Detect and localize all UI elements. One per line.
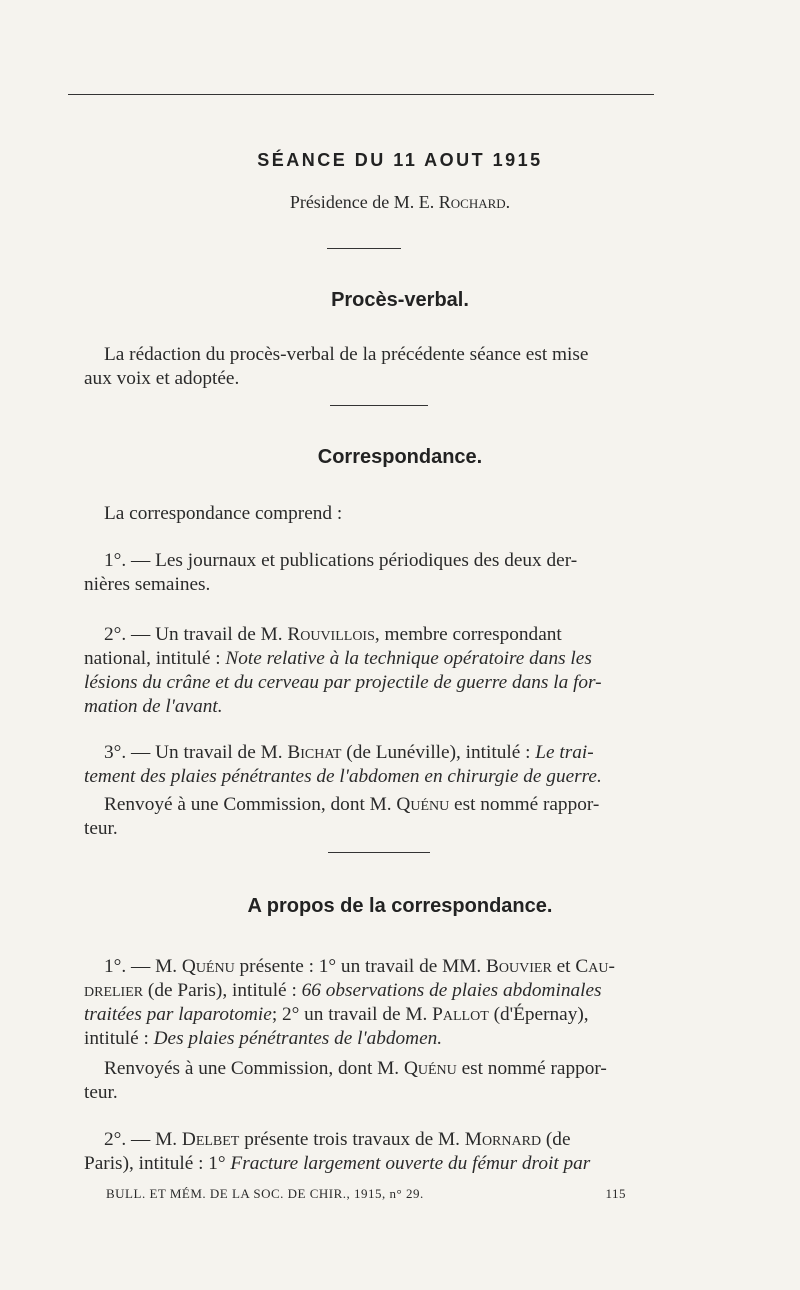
author-name: Rouvillois [287, 624, 375, 645]
author-name: Pallot [432, 1004, 489, 1025]
text-line: nières semaines. [84, 574, 211, 595]
correspondance-item-2 [84, 623, 674, 719]
text-line: aux voix et adoptée. [84, 368, 240, 389]
author-name: Bichat [287, 742, 342, 763]
text-line [84, 1128, 674, 1152]
text: , membre correspondant [374, 624, 562, 645]
text: Renvoyé à une Commission, dont M. [104, 794, 397, 815]
correspondance-intro [84, 502, 674, 526]
separator-rule [327, 248, 401, 249]
presidency-line [0, 192, 800, 213]
text-line [84, 955, 674, 979]
text: et [551, 956, 576, 977]
author-name: Quénu [403, 1058, 457, 1079]
page-footer [106, 1186, 626, 1202]
work-title: traitées par laparotomie [84, 1004, 272, 1025]
correspondance-item-3 [84, 741, 674, 841]
text-line [84, 1152, 674, 1176]
session-title: SÉANCE DU 11 AOUT 1915 [257, 150, 543, 170]
text: 2°. — Un travail de M. [104, 624, 288, 645]
separator-rule [328, 852, 430, 853]
text: (de Lunéville), intitulé : [341, 742, 536, 763]
text-line: teur. [84, 818, 118, 839]
text: Paris), intitulé : 1° [84, 1153, 231, 1174]
text-line [84, 793, 674, 817]
author-name: Mornard [464, 1129, 542, 1150]
work-title: 66 observations de plaies abdominales [301, 980, 602, 1001]
text-line [84, 1057, 674, 1081]
president-name: Rochard. [438, 192, 511, 212]
text: ; 2° un travail de M. [271, 1004, 433, 1025]
text: 3°. — Un travail de M. [104, 742, 288, 763]
author-name: Bouvier [486, 956, 552, 977]
text-line [84, 979, 674, 1003]
text: (de Paris), intitulé : [143, 980, 302, 1001]
text-line: La correspondance comprend : [104, 503, 343, 524]
work-title: Fracture largement ouverte du fémur droit par [230, 1153, 591, 1174]
author-name: Quénu [181, 956, 235, 977]
text: (de [541, 1129, 571, 1150]
a-propos-heading: A propos de la correspondance. [247, 895, 553, 917]
a-propos-item-1 [84, 955, 674, 1105]
proces-verbal-heading: Procès-verbal. [331, 289, 469, 311]
text: intitulé : [84, 1028, 154, 1049]
text: présente trois travaux de M. [239, 1129, 465, 1150]
author-name: Delbet [181, 1129, 240, 1150]
top-rule [68, 94, 654, 95]
text: est nommé rappor- [449, 794, 600, 815]
separator-rule [330, 405, 428, 406]
text-line [84, 741, 674, 765]
work-title: tement des plaies pénétrantes de l'abdomen en chirurgie de guerre. [84, 766, 602, 787]
text-line [84, 623, 674, 647]
author-name: Cau- [575, 956, 615, 977]
text: 1°. — M. [104, 956, 182, 977]
page-number: 115 [605, 1186, 626, 1201]
text: est nommé rappor- [456, 1058, 607, 1079]
correspondance-heading: Correspondance. [317, 446, 483, 468]
text-line: 1°. — Les journaux et publications périodiques des deux der- [104, 550, 578, 571]
work-title: Le trai- [535, 742, 594, 763]
text-line: La rédaction du procès-verbal de la précédente séance est mise [104, 344, 589, 365]
proces-verbal-text [84, 343, 674, 391]
author-name: drelier [84, 980, 144, 1001]
text-line: teur. [84, 1082, 118, 1103]
a-propos-item-2 [84, 1128, 674, 1176]
work-title: Note relative à la technique opératoire dans les [225, 648, 592, 669]
work-title: lésions du crâne et du cerveau par projectile de guerre dans la for- [84, 672, 602, 693]
text: Renvoyés à une Commission, dont M. [104, 1058, 404, 1079]
text: présente : 1° un travail de MM. [234, 956, 487, 977]
work-title: Des plaies pénétrantes de l'abdomen. [153, 1028, 443, 1049]
text: (d'Épernay), [488, 1004, 589, 1025]
text: 2°. — M. [104, 1129, 182, 1150]
text-line [84, 1027, 674, 1051]
author-name: Quénu [396, 794, 450, 815]
text: national, intitulé : [84, 648, 226, 669]
correspondance-item-1 [84, 549, 674, 597]
work-title: mation de l'avant. [84, 696, 223, 717]
footer-citation: BULL. ET MÉM. DE LA SOC. DE CHIR., 1915, n° 29. [106, 1186, 424, 1201]
text-line [84, 647, 674, 671]
text-line [84, 1003, 674, 1027]
presidency-prefix: Présidence de M. E. [289, 192, 439, 212]
